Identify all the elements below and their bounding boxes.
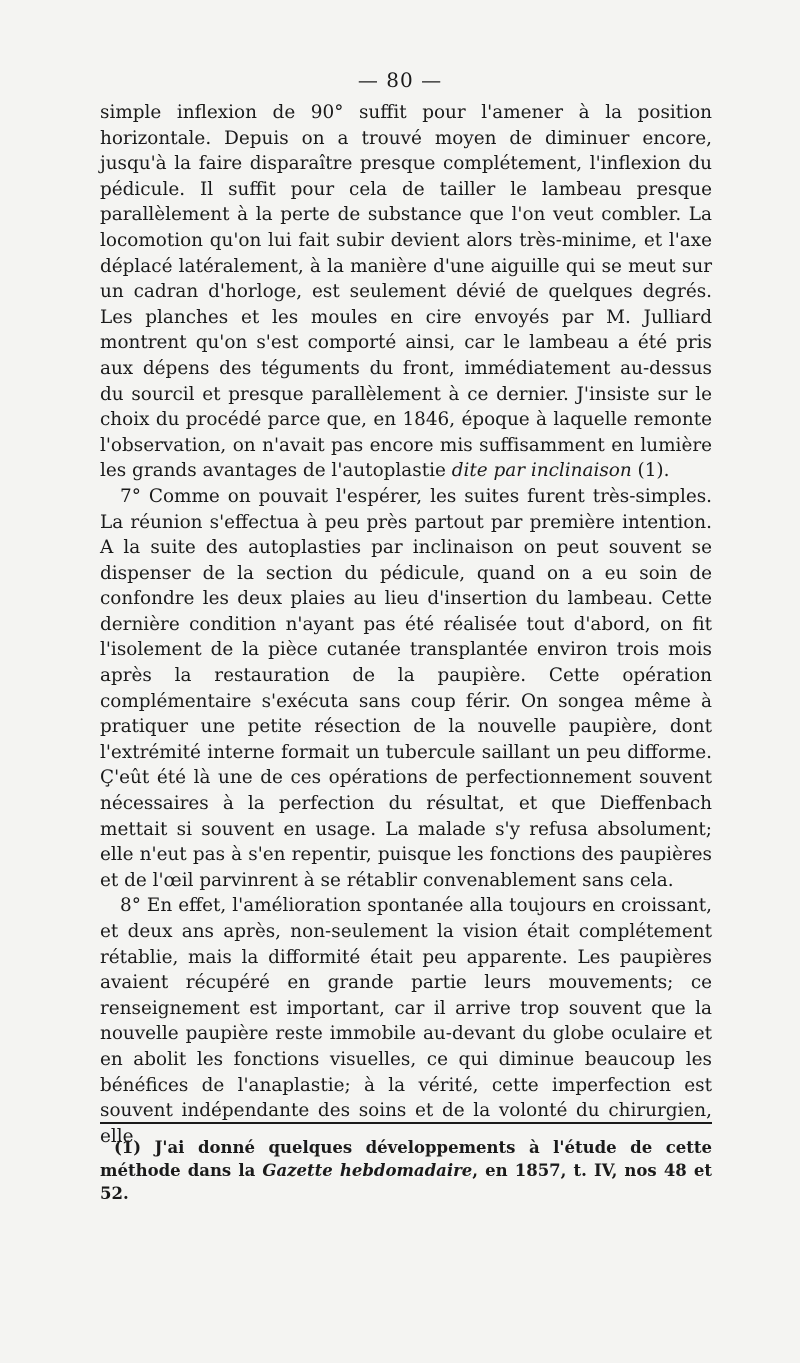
paragraph-1-tail: (1). [631,460,670,482]
paragraph-2: 7° Comme on pouvait l'espérer, les suites furent très-simples. La réunion s'effectua à peu près partout par première intention. A la suite des autoplasties par inclinaison on peut souvent se dispenser de la section du pédicule, quand on a eu soin de confondre les deux plaies au lieu d'insertion du lambeau. Cette dernière condition n'ayant pas été réalisée tout d'abord, on fit l'isolement de la pièce cutanée transplantée environ trois mois après la restauration de la paupière. Cette opération complémentaire s'exécuta sans coup férir. On songea même à pratiquer une petite résection de la nouvelle paupière, dont l'extrémité interne formait un tubercule saillant un peu difforme. Ç'eût été là une de ces opérations de perfectionnement souvent nécessaires à la perfection du résultat, et que Dieffenbach mettait si souvent en usage. La malade s'y refusa absolument; elle n'eut pas à s'en repentir, puisque les fonctions des paupières et de l'œil parvinrent à se rétablir convenablement sans cela. [100,485,712,891]
footnote [100,1136,712,1205]
paragraph-3: 8° En effet, l'amélioration spontanée alla toujours en croissant, et deux ans après, non-seulement la vision était complétement rétablie, mais la difformité était peu apparente. Les paupières avaient récupéré en grande partie leurs mouvements; ce renseignement est important, car il arrive trop souvent que la nouvelle paupière reste immobile au-devant du globe oculaire et en abolit les fonctions visuelles, ce qui diminue beaucoup les bénéfices de l'anaplastie; à la vérité, cette imperfection est souvent indépendante des soins et de la volonté du chirurgien, elle [100,895,712,1147]
page-number: — 80 — [357,68,443,92]
footnote-tail: , en 1857, t. IV, nos 48 et 52. [100,1161,712,1203]
footnote-lead: (1) J'ai donné quelques développements à l'étude de cette méthode dans la [100,1138,712,1180]
footnote-italic: Gazette hebdomadaire [262,1161,473,1180]
footnote-divider [100,1122,712,1124]
paragraph-1-text: simple inflexion de 90° suffit pour l'amener à la position horizontale. Depuis on a trouvé moyen de diminuer encore, jusqu'à la faire disparaître presque complétement, l'inflexion du pédicule. Il suffit pour cela de tailler le lambeau presque parallèlement à la perte de substance que l'on veut combler. La locomotion qu'on lui fait subir devient alors très-minime, et l'axe déplacé latéralement, à la manière d'une aiguille qui se meut sur un cadran d'horloge, est seulement dévié de quelques degrés. Les planches et les moules en cire envoyés par M. Julliard montrent qu'on s'est comporté ainsi, car le lambeau a été pris aux dépens des téguments du front, immédiatement au-dessus du sourcil et presque parallèlement à ce dernier. J'insiste sur le choix du procédé parce que, en 1846, époque à laquelle remonte l'observation, on n'avait pas encore mis suffisamment en lumière les grands avantages de l'autoplastie [100,102,712,482]
paragraph-1-italic: dite par inclinaison [451,460,632,482]
paragraph-1 [100,100,712,484]
main-text [100,100,712,1149]
